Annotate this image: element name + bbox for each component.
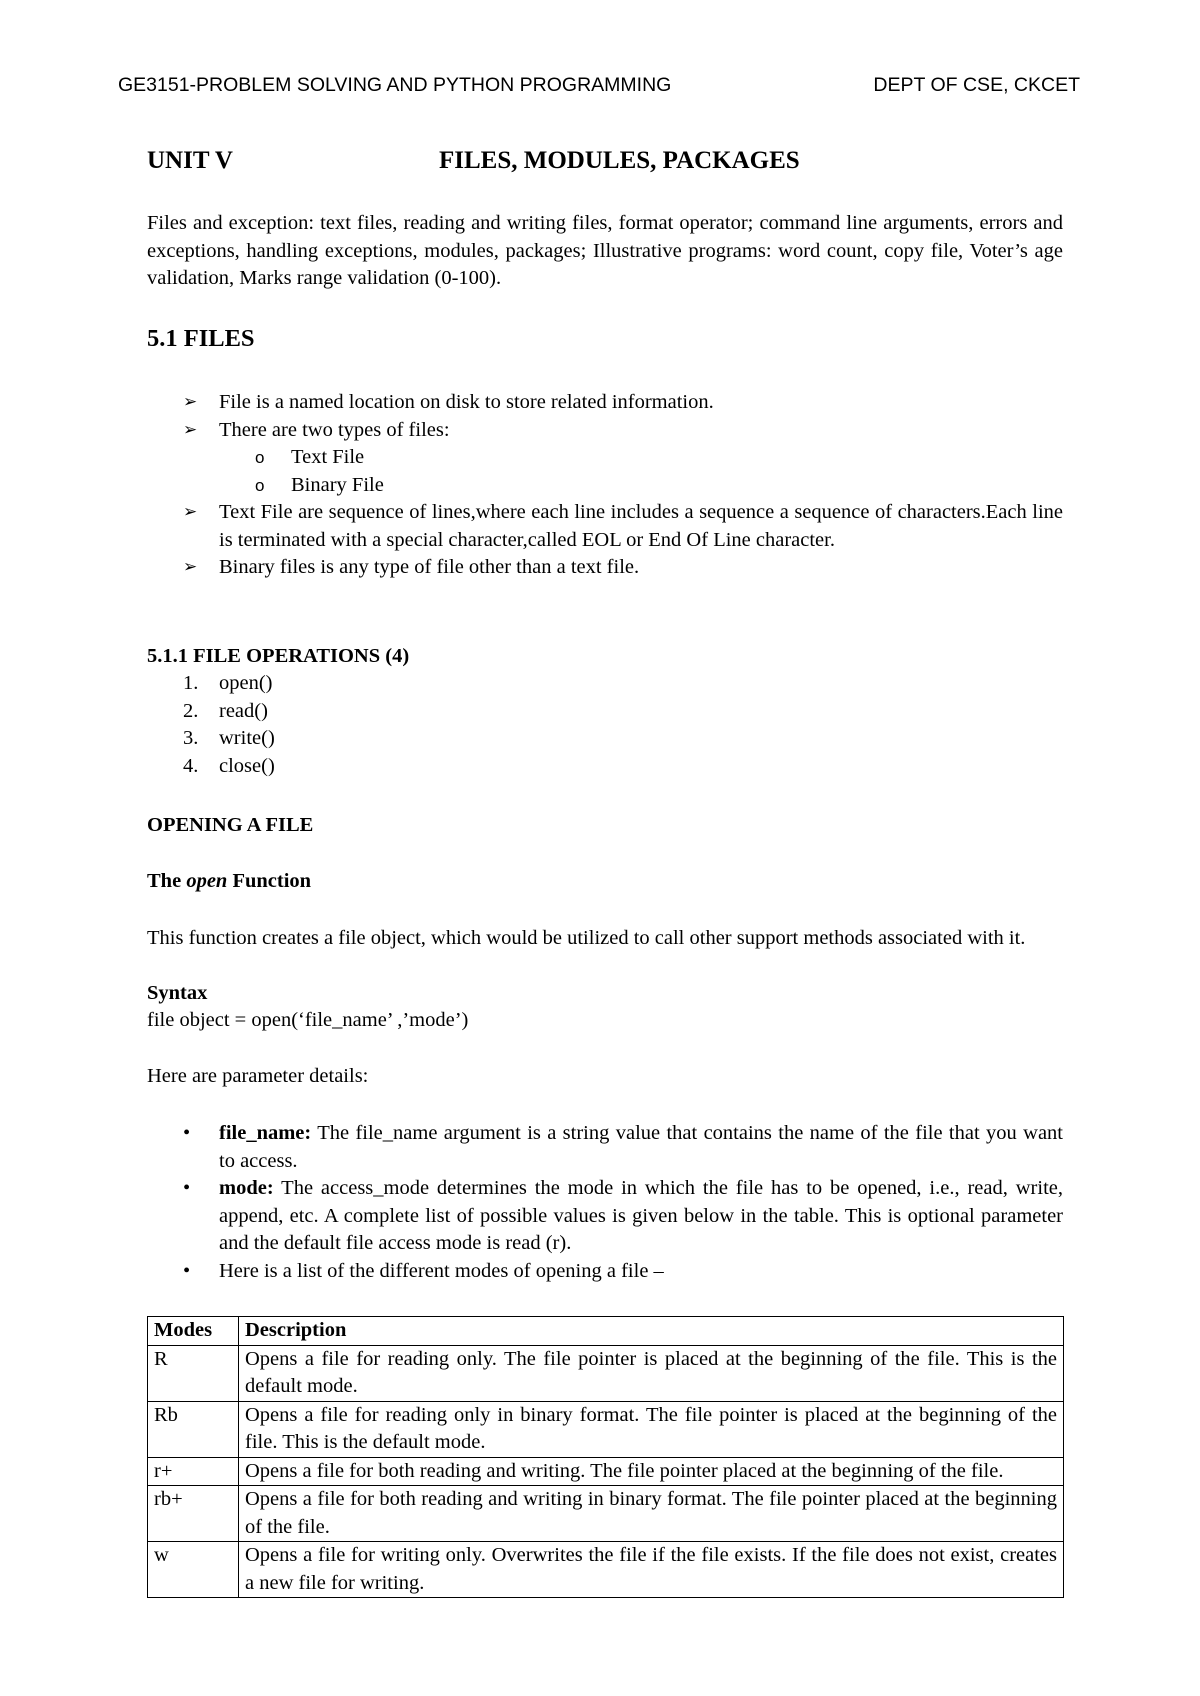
parameter-text: Here is a list of the different modes of opening a file – bbox=[219, 1259, 664, 1282]
syntax-label: Syntax bbox=[147, 982, 208, 1004]
operation-text: open() bbox=[219, 672, 273, 694]
file-modes-table bbox=[147, 1316, 1064, 1598]
parameter-item bbox=[183, 1258, 1063, 1286]
unit-label: UNIT V bbox=[147, 147, 233, 174]
operation-number: 1. bbox=[183, 672, 199, 694]
file-type-text: Binary File bbox=[291, 473, 384, 496]
arrow-bullet-icon: ➢ bbox=[183, 392, 198, 412]
subsection-heading-file-operations: 5.1.1 FILE OPERATIONS (4) bbox=[147, 645, 410, 667]
description-cell: Opens a file for reading only in binary format. The file pointer is placed at the beginning of the file. This is the default mode. bbox=[239, 1401, 1064, 1457]
arrow-item-text: There are two types of files: bbox=[219, 418, 450, 441]
arrow-bullet-icon: ➢ bbox=[183, 502, 198, 522]
file-type-item bbox=[255, 472, 1063, 500]
parameter-details-heading: Here are parameter details: bbox=[147, 1065, 369, 1087]
open-function-description: This function creates a file object, which would be utilized to call other support methods associated with it. bbox=[147, 927, 1026, 949]
operation-item bbox=[183, 725, 275, 753]
arrow-item bbox=[183, 389, 1063, 417]
table-row bbox=[148, 1542, 1064, 1598]
operation-number: 4. bbox=[183, 754, 199, 777]
header-department: DEPT OF CSE, CKCET bbox=[873, 74, 1080, 96]
arrow-item bbox=[183, 417, 1063, 500]
table-row bbox=[148, 1486, 1064, 1542]
open-function-prefix: The bbox=[147, 870, 182, 892]
mode-cell: rb+ bbox=[148, 1486, 239, 1542]
file-type-item bbox=[255, 444, 1063, 472]
description-cell: Opens a file for both reading and writing. The file pointer placed at the beginning of the file. bbox=[239, 1457, 1064, 1486]
bullet-dot-icon: • bbox=[183, 1259, 191, 1282]
open-function-name: open bbox=[186, 870, 228, 892]
parameter-item bbox=[183, 1120, 1063, 1175]
description-cell: Opens a file for reading only. The file pointer is placed at the beginning of the file. This is the default mode. bbox=[239, 1345, 1064, 1401]
operation-number: 2. bbox=[183, 699, 199, 722]
operation-text: write() bbox=[219, 727, 275, 749]
circle-bullet-icon: o bbox=[255, 448, 265, 467]
circle-bullet-icon: o bbox=[255, 475, 265, 495]
operation-item bbox=[183, 698, 275, 726]
mode-cell: r+ bbox=[148, 1457, 239, 1486]
heading-opening-a-file: OPENING A FILE bbox=[147, 814, 314, 836]
table-row bbox=[148, 1457, 1064, 1486]
description-cell: Opens a file for writing only. Overwrites the file if the file exists. If the file does not exist, creates a new file for writing. bbox=[239, 1542, 1064, 1598]
operation-item bbox=[183, 753, 275, 781]
arrow-item-text: Text File are sequence of lines,where each line includes a sequence a sequence of characters.Each line is terminated with a special character,called EOL or End Of Line character. bbox=[219, 501, 1063, 551]
file-type-text: Text File bbox=[291, 446, 365, 468]
parameter-text: The access_mode determines the mode in which the file has to be opened, i.e., read, write, append, etc. A complete list of possible values is given below in the table. This is optional parameter and the default file access mode is read (r). bbox=[219, 1177, 1063, 1254]
header-course-title: GE3151-PROBLEM SOLVING AND PYTHON PROGRAMMING bbox=[118, 74, 672, 96]
column-header-description: Description bbox=[239, 1317, 1064, 1346]
mode-cell: R bbox=[148, 1345, 239, 1401]
parameter-label: mode: bbox=[219, 1177, 274, 1199]
parameter-text: The file_name argument is a string value that contains the name of the file that you want to access. bbox=[219, 1122, 1063, 1172]
bullet-dot-icon: • bbox=[183, 1177, 191, 1199]
arrow-item bbox=[183, 499, 1063, 554]
parameter-list bbox=[183, 1120, 1063, 1285]
arrow-item-text: File is a named location on disk to store related information. bbox=[219, 391, 714, 413]
operation-text: close() bbox=[219, 754, 275, 777]
unit-syllabus-paragraph: Files and exception: text files, reading and writing files, format operator; command line arguments, errors and exceptions, handling exceptions, modules, packages; Illustrative programs: word count, copy file, Voter’s age validation, Marks range validation (0-100). bbox=[147, 212, 1063, 289]
unit-title: FILES, MODULES, PACKAGES bbox=[439, 147, 800, 174]
table-row bbox=[148, 1401, 1064, 1457]
operation-item bbox=[183, 670, 275, 698]
bullet-dot-icon: • bbox=[183, 1122, 191, 1144]
section-heading-files: 5.1 FILES bbox=[147, 325, 255, 352]
mode-cell: w bbox=[148, 1542, 239, 1598]
files-arrow-list bbox=[183, 389, 1063, 582]
table-header-row bbox=[148, 1317, 1064, 1346]
parameter-item bbox=[183, 1175, 1063, 1258]
open-function-suffix: Function bbox=[232, 870, 312, 892]
operation-text: read() bbox=[219, 699, 268, 722]
syntax-code: file object = open(‘file_name’ ,’mode’) bbox=[147, 1009, 469, 1031]
file-operations-list bbox=[183, 670, 275, 780]
page-header bbox=[118, 72, 1080, 100]
parameter-label: file_name: bbox=[219, 1122, 312, 1144]
arrow-item-text: Binary files is any type of file other than a text file. bbox=[219, 556, 640, 578]
arrow-item bbox=[183, 554, 1063, 582]
table-row bbox=[148, 1345, 1064, 1401]
operation-number: 3. bbox=[183, 727, 199, 749]
file-types-list bbox=[219, 444, 1063, 499]
mode-cell: Rb bbox=[148, 1401, 239, 1457]
column-header-modes: Modes bbox=[148, 1317, 239, 1346]
arrow-bullet-icon: ➢ bbox=[183, 557, 198, 577]
arrow-bullet-icon: ➢ bbox=[183, 419, 198, 440]
heading-open-function bbox=[147, 868, 311, 896]
description-cell: Opens a file for both reading and writing in binary format. The file pointer placed at the beginning of the file. bbox=[239, 1486, 1064, 1542]
